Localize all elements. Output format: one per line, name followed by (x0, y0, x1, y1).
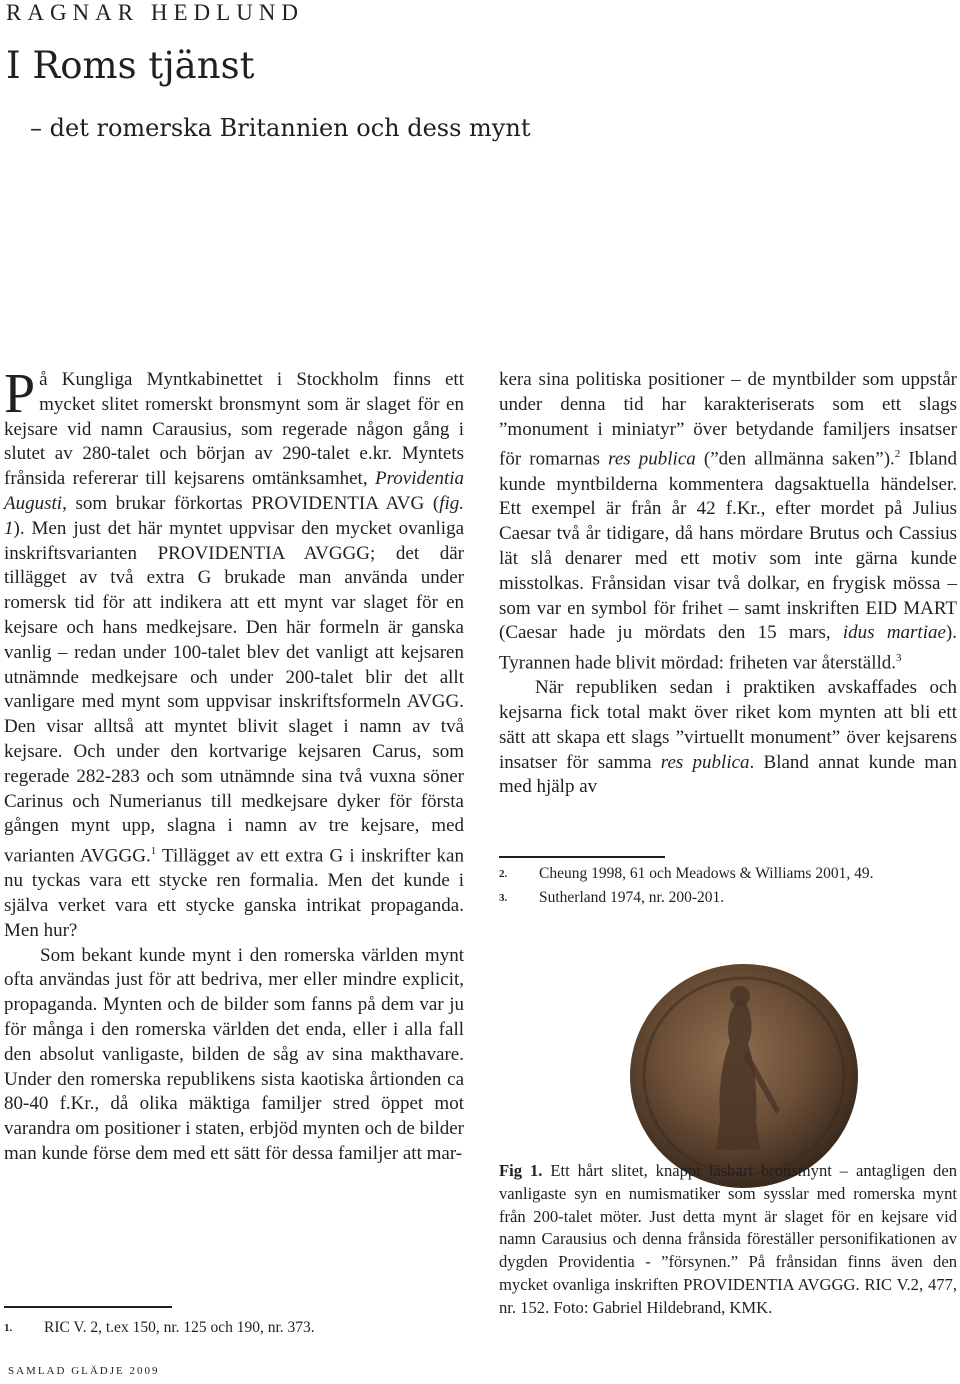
footnote-2: 2. Cheung 1998, 61 och Meadows & Williams 2001, 49. (499, 865, 874, 882)
paragraph-1: På Kungliga Myntkabinettet i Stockholm finns ett mycket slitet romerskt bronsmynt som är slaget för en kejsare vid namn Carausius, som regerade någon gång i slutet av 280-talet och början av 290-talet e.kr. Myntets frånsida refererar till kejsarens omtänksamhet, Providentia Augusti, som brukar förkortas PROVIDENTIA AVG (fig. 1). Men just det här myntet uppvisar den mycket ovanliga inskriftsvarianten PROVIDENTIA AVGGG; det där tillägget av två extra G brukade man använda under romersk tid för att indikera att ett mynt var slaget för en kejsare och hans medkejsare. Den här formeln är ganska vanlig – redan under 100-talet blev det vanligt att kejsaren utnämnde medkejsare och under 200-talet blir det allt vanligare med mynt som uppvisar inskriftsformeln AVGG. Den visar alltså att myntet blivit slaget i namn av två kejsare. Och under den kortvarige kejsaren Carus, som regerade 282-283 och som utnämnde sina två vuxna söner Carinus och Numerianus till medkejsare dyker för första gången mynt upp, slagna i namn av tre kejsare, med varianten AVGGG.$^1$ Tillägget av ett extra G i inskrifter kan nu tyckas vara ett stycke ren formalia. Men det kunde i själva verket vara ett stycke ganska intrikat propaganda. Men hur? (4, 363, 464, 941)
article-title: I Roms tjänst (6, 44, 255, 87)
page-footer: SAMLAD GLÄDJE 2009 (8, 1365, 160, 1377)
article-subtitle: – det romerska Britannien och dess mynt (30, 114, 531, 142)
footnote-ref-3: 3 (896, 652, 902, 665)
left-footnotes (4, 1316, 464, 1340)
footnote-1: 1. RIC V. 2, t.ex 150, nr. 125 och 190, nr. 373. (4, 1319, 315, 1336)
figure-head (730, 986, 750, 1006)
figure-label: Fig 1. (499, 1161, 543, 1180)
author-name: RAGNAR HEDLUND (6, 0, 305, 25)
right-footnotes (499, 862, 957, 910)
right-column (499, 368, 957, 800)
figure-caption: Fig 1. Ett hårt slitet, knappt läsbart bronsmynt – antagligen den vanligaste syn en numismatiker som sysslar med romerska mynt från 200-talet möter. Just detta mynt är slaget för en kejsare vid namn Carausius och denna frånsida föreställer personifikationen av dygden Providentia - ”försynen.” På frånsidan finns även den mycket ovanliga inskriften PROVIDENTIA AVGGG. RIC V.2, 477, nr. 152. Foto: Gabriel Hildebrand, KMK. (499, 1161, 958, 1317)
left-footnote-rule (4, 1306, 172, 1308)
drop-cap: P (4, 363, 36, 425)
footnote-3: 3. Sutherland 1974, nr. 200-201. (499, 889, 725, 906)
footnote-ref-1: 1 (150, 845, 157, 858)
footnote-ref-2: 2 (894, 448, 901, 461)
left-column (4, 363, 464, 1167)
paragraph-3: kera sina politiska positioner – de myntbilder som uppstår under denna tid har karakteriserats som ett slags ”monument i miniatyr” över betydande familjers insatser för romarnas res publica (”den allmänna saken”).$^2$ Ibland kunde myntbilderna kommentera dagsaktuella händelser. Ett exempel är från år 42 f.Kr., efter mordet på Julius Caesar två år tidigare, då hans mördare Brutus och Cassius lät slå denarer med ett motiv som inte gärna kunde misstolkas. Frånsidan visar två dolkar, en frygisk mössa – som var en symbol för frihet – samt inskriften EID MART (Caesar hade ju mördats den 15 mars, idus martiae). Tyrannen hade blivit mördad: friheten var återställd.$^3$ (499, 369, 957, 674)
right-footnote-rule (499, 856, 665, 858)
paragraph-2: Som bekant kunde mynt i den romerska världen mynt ofta användas just för att bedriva, mer eller mindre explicit, propaganda. Mynten och de bilder som fanns på dem var ju för många i den romerska världen det enda, eller i alla fall den absolut vanligaste, bilden de såg av sina makthavare. Under den romerska republikens sista kaotiska årtionden ca 80-40 f.Kr., då olika mäktiga familjer stred öppet mot varandra om positioner i staten, erbjöd mynten och de bilder man kunde förse dem med ett sätt för dessa familjer att mar- (4, 944, 464, 1165)
paragraph-4: När republiken sedan i praktiken avskaffades och kejsarna fick total makt över riket kom mynten att bli ett sätt att skapa ett slags ”virtuellt monument” över kejsarens insatser för samma res publica. Bland annat kunde man med hjälp av (499, 677, 957, 798)
